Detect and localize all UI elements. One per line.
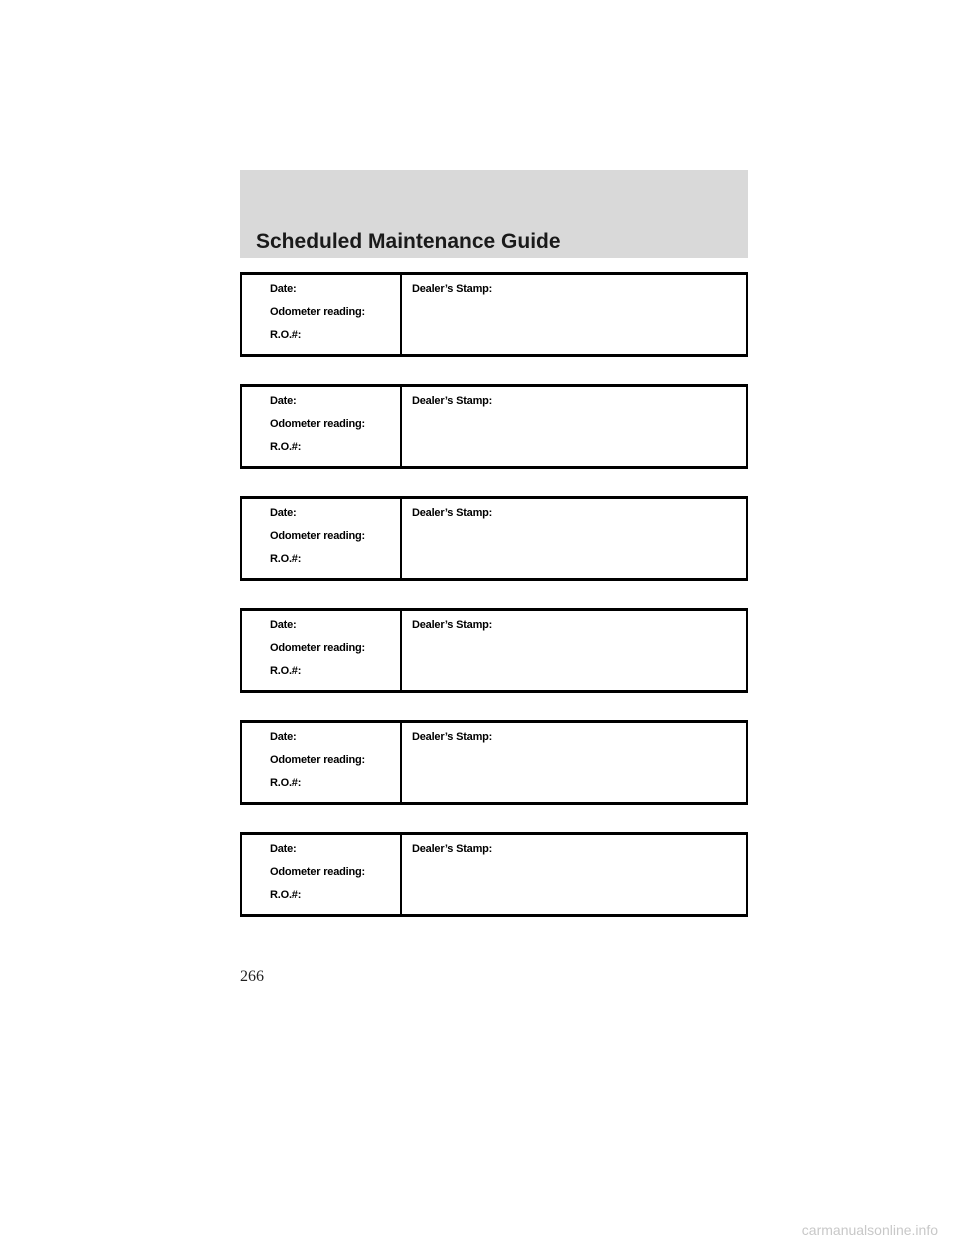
odometer-label: Odometer reading:	[270, 306, 366, 318]
ro-number-label: R.O.#:	[270, 889, 302, 901]
service-record	[240, 496, 748, 581]
record-info-column	[242, 611, 402, 690]
record-info-column	[242, 275, 402, 354]
watermark-text: carmanualsonline.info	[801, 1222, 938, 1238]
dealer-stamp-area	[402, 835, 746, 914]
service-record	[240, 384, 748, 469]
page-number: 266	[240, 968, 264, 985]
dealer-stamp-label: Dealer’s Stamp:	[412, 731, 493, 743]
date-label: Date:	[270, 507, 297, 519]
record-info-column	[242, 387, 402, 466]
service-records	[240, 272, 748, 944]
dealer-stamp-label: Dealer’s Stamp:	[412, 843, 493, 855]
dealer-stamp-area	[402, 611, 746, 690]
page-title: Scheduled Maintenance Guide	[256, 230, 561, 253]
dealer-stamp-label: Dealer’s Stamp:	[412, 395, 493, 407]
ro-number-label: R.O.#:	[270, 553, 302, 565]
odometer-label: Odometer reading:	[270, 642, 366, 654]
date-label: Date:	[270, 619, 297, 631]
service-record	[240, 720, 748, 805]
ro-number-label: R.O.#:	[270, 665, 302, 677]
date-label: Date:	[270, 395, 297, 407]
odometer-label: Odometer reading:	[270, 754, 366, 766]
dealer-stamp-label: Dealer’s Stamp:	[412, 507, 493, 519]
ro-number-label: R.O.#:	[270, 777, 302, 789]
record-info-column	[242, 835, 402, 914]
service-record	[240, 272, 748, 357]
dealer-stamp-label: Dealer’s Stamp:	[412, 283, 493, 295]
dealer-stamp-area	[402, 387, 746, 466]
service-record	[240, 832, 748, 917]
date-label: Date:	[270, 283, 297, 295]
dealer-stamp-area	[402, 499, 746, 578]
header-band	[240, 170, 748, 258]
odometer-label: Odometer reading:	[270, 530, 366, 542]
ro-number-label: R.O.#:	[270, 329, 302, 341]
dealer-stamp-area	[402, 723, 746, 802]
record-info-column	[242, 499, 402, 578]
odometer-label: Odometer reading:	[270, 418, 366, 430]
odometer-label: Odometer reading:	[270, 866, 366, 878]
date-label: Date:	[270, 731, 297, 743]
date-label: Date:	[270, 843, 297, 855]
record-info-column	[242, 723, 402, 802]
ro-number-label: R.O.#:	[270, 441, 302, 453]
dealer-stamp-area	[402, 275, 746, 354]
service-record	[240, 608, 748, 693]
dealer-stamp-label: Dealer’s Stamp:	[412, 619, 493, 631]
